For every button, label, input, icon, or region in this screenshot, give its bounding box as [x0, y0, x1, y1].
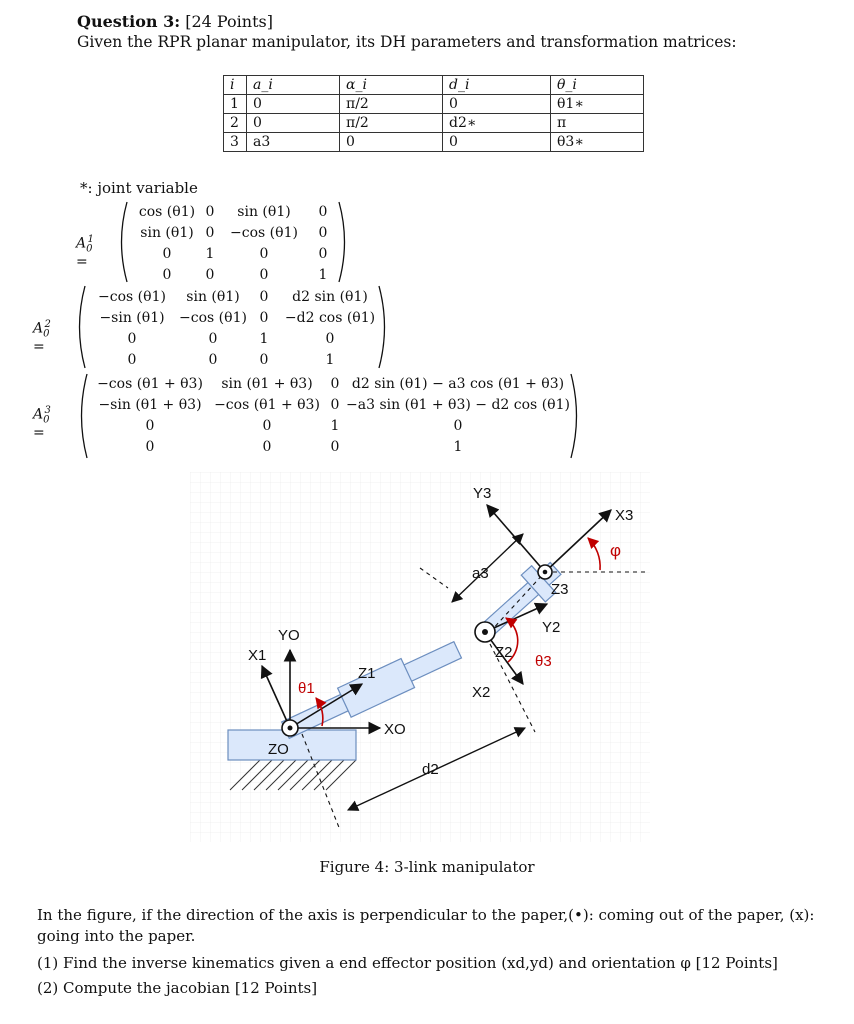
matrix-cell: −a3 sin (θ1 + θ3) − d2 cos (θ1) [346, 397, 570, 413]
matrix-cell: 0 [262, 439, 272, 455]
matrix-cell: 0 [162, 267, 172, 283]
matrix-cell: 0 [453, 418, 463, 434]
dh-parameter-table [223, 75, 644, 152]
instruction-paragraph: In the figure, if the direction of the axis is perpendicular to the paper,(•): coming out of the paper, (x): going into the paper. [37, 906, 815, 945]
matrix-cell: sin (θ1) [140, 225, 194, 241]
matrix-a02-grid [92, 287, 386, 370]
matrix-cell: −cos (θ1) [230, 225, 298, 241]
label-y3: Y3 [473, 485, 492, 502]
dh-cell: 0 [247, 114, 340, 133]
matrix-cell: −cos (θ1) [98, 289, 166, 305]
dh-cell: a3 [247, 133, 340, 152]
dh-cell: d2∗ [443, 114, 551, 133]
matrix-cell: 0 [145, 418, 155, 434]
matrix-cell: 1 [453, 439, 463, 455]
dh-header-a: a_i [247, 76, 340, 95]
question-label: Question 3: [77, 12, 181, 31]
matrix-cell: 1 [330, 418, 340, 434]
label-x2: X2 [472, 684, 491, 701]
dh-header-d: d_i [443, 76, 551, 95]
matrix-cell: 0 [259, 246, 269, 262]
dh-cell: 0 [247, 95, 340, 114]
question-heading [77, 12, 273, 31]
dh-cell: θ1∗ [551, 95, 644, 114]
matrix-cell: 0 [205, 204, 215, 220]
label-y2: Y2 [542, 619, 561, 636]
dh-cell: π/2 [340, 114, 443, 133]
matrix-cell: 0 [205, 267, 215, 283]
matrix-cell: 0 [259, 352, 269, 368]
matrix-cell: −d2 cos (θ1) [284, 310, 376, 326]
matrix-cell: 1 [205, 246, 215, 262]
dh-cell: 3 [224, 133, 247, 152]
label-z1: Z1 [358, 665, 376, 682]
matrix-cell: 0 [330, 397, 340, 413]
dh-cell: 0 [443, 133, 551, 152]
matrix-a03-grid [92, 374, 572, 457]
dh-row [224, 114, 644, 133]
matrix-cell: 0 [330, 439, 340, 455]
label-a3: a3 [472, 565, 489, 582]
label-z3: Z3 [551, 581, 569, 598]
dh-row [224, 95, 644, 114]
dh-header-i: i [224, 76, 247, 95]
matrix-a03-label: $A_0^3$ = [33, 405, 51, 442]
label-d2: d2 [422, 761, 439, 778]
matrix-cell: 1 [325, 352, 335, 368]
matrix-cell: 0 [208, 331, 218, 347]
matrix-a01-grid [134, 202, 338, 285]
dh-header-theta: θ_i [551, 76, 644, 95]
label-phi: φ [610, 541, 622, 560]
dh-cell: π/2 [340, 95, 443, 114]
matrix-cell: 0 [318, 225, 328, 241]
matrix-cell: sin (θ1) [237, 204, 291, 220]
matrix-cell: 0 [205, 225, 215, 241]
label-y0: YO [278, 627, 300, 644]
matrix-cell: cos (θ1) [138, 204, 196, 220]
matrix-cell: 0 [127, 331, 137, 347]
matrix-cell: 0 [325, 331, 335, 347]
dh-cell: 1 [224, 95, 247, 114]
matrix-cell: −cos (θ1) [179, 310, 247, 326]
matrix-a01-label: $A_0^1$ = [76, 234, 94, 271]
matrix-cell: −cos (θ1 + θ3) [214, 397, 320, 413]
dh-cell: 2 [224, 114, 247, 133]
matrix-cell: 1 [318, 267, 328, 283]
question-points: [24 Points] [185, 12, 273, 31]
question-intro: Given the RPR planar manipulator, its DH parameters and transformation matrices: [77, 33, 737, 51]
figure-caption: Figure 4: 3-link manipulator [319, 858, 535, 876]
matrix-cell: sin (θ1) [186, 289, 240, 305]
matrix-cell: 0 [162, 246, 172, 262]
matrix-a02-label: $A_0^2$ = [33, 319, 51, 356]
matrix-cell: 0 [262, 418, 272, 434]
dh-row [224, 133, 644, 152]
label-x3: X3 [615, 507, 634, 524]
matrix-cell: 0 [208, 352, 218, 368]
dh-cell: θ3∗ [551, 133, 644, 152]
dh-cell: 0 [443, 95, 551, 114]
label-x1: X1 [248, 647, 267, 664]
matrix-cell: 0 [259, 310, 269, 326]
matrix-cell: 1 [259, 331, 269, 347]
joint-variable-note: *: joint variable [80, 179, 198, 197]
label-z2: Z2 [495, 644, 513, 661]
matrix-cell: 0 [127, 352, 137, 368]
manipulator-figure [190, 472, 660, 842]
matrix-cell: d2 sin (θ1) − a3 cos (θ1 + θ3) [351, 376, 565, 392]
label-z0: ZO [268, 741, 289, 758]
dh-cell: 0 [340, 133, 443, 152]
matrix-cell: −sin (θ1 + θ3) [98, 397, 202, 413]
matrix-cell: −sin (θ1) [99, 310, 165, 326]
matrix-cell: 0 [259, 289, 269, 305]
dh-header-alpha: α_i [340, 76, 443, 95]
matrix-cell: sin (θ1 + θ3) [221, 376, 313, 392]
matrix-cell: 0 [259, 267, 269, 283]
matrix-cell: −cos (θ1 + θ3) [97, 376, 203, 392]
task-2: (2) Compute the jacobian [12 Points] [37, 979, 318, 997]
label-theta3: θ3 [535, 653, 552, 670]
matrix-cell: 0 [318, 246, 328, 262]
task-1: (1) Find the inverse kinematics given a end effector position (xd,yd) and orientation φ [12 Points] [37, 954, 778, 972]
dh-cell: π [551, 114, 644, 133]
label-theta1: θ1 [298, 680, 315, 697]
matrix-cell: 0 [330, 376, 340, 392]
matrix-cell: 0 [318, 204, 328, 220]
matrix-cell: d2 sin (θ1) [292, 289, 368, 305]
label-x0: XO [384, 721, 406, 738]
dh-header-row [224, 76, 644, 95]
matrix-cell: 0 [145, 439, 155, 455]
